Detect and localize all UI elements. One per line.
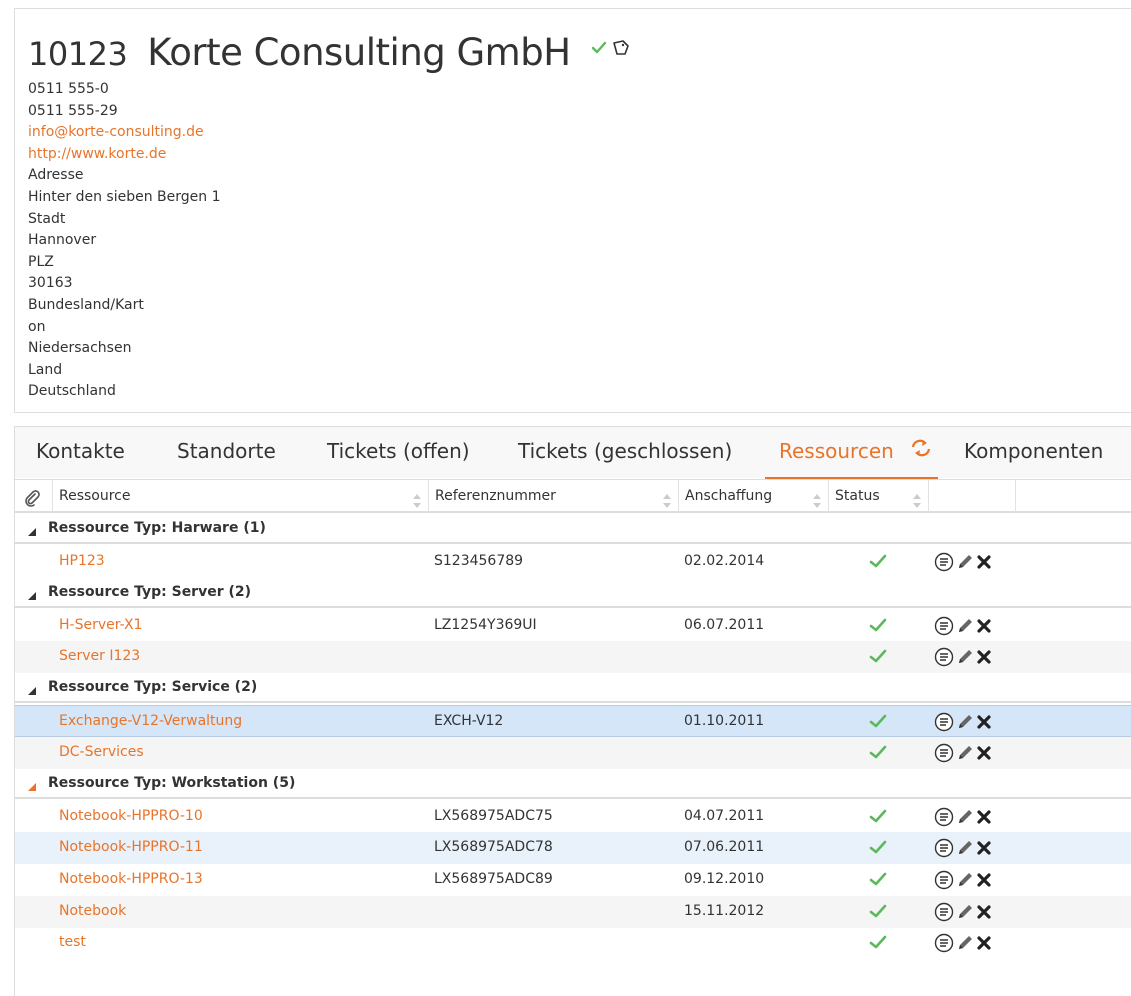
- acquisition-date: 01.10.2011: [684, 713, 765, 730]
- table-row[interactable]: [15, 927, 1131, 959]
- acquisition-date: 02.02.2014: [684, 553, 765, 569]
- status-check-icon: [869, 714, 887, 733]
- resource-link[interactable]: test: [59, 934, 86, 951]
- row-actions: [934, 743, 994, 763]
- details-icon[interactable]: [934, 616, 954, 636]
- contact-line: Land: [28, 361, 63, 378]
- row-actions: [934, 807, 994, 827]
- pencil-icon[interactable]: [956, 808, 974, 826]
- row-actions: [934, 838, 994, 858]
- contact-line: PLZ: [28, 253, 54, 270]
- status-check-icon: [869, 935, 887, 954]
- table-row[interactable]: [15, 641, 1131, 673]
- pencil-icon[interactable]: [956, 617, 974, 635]
- tab-tickets-offen[interactable]: Tickets (offen): [327, 439, 470, 463]
- row-actions: [934, 552, 994, 572]
- delete-icon[interactable]: [976, 904, 992, 920]
- resource-link[interactable]: H-Server-X1: [59, 616, 143, 633]
- resource-link[interactable]: Notebook-HPPRO-10: [59, 807, 203, 824]
- contact-line: Hannover: [28, 232, 97, 249]
- tab-tickets-geschlossen[interactable]: Tickets (geschlossen): [518, 439, 733, 463]
- delete-icon[interactable]: [976, 809, 992, 825]
- reference-number: LX568975ADC75: [434, 807, 553, 824]
- status-check-icon: [869, 649, 887, 668]
- tab-ressourcen[interactable]: [779, 439, 932, 465]
- attachment-column[interactable]: [15, 480, 53, 512]
- group-label: Ressource Typ: Workstation (5): [48, 774, 296, 791]
- resource-link[interactable]: Exchange-V12-Verwaltung: [59, 713, 243, 730]
- delete-icon[interactable]: [976, 618, 992, 634]
- delete-icon[interactable]: [976, 554, 992, 570]
- table-row[interactable]: [15, 801, 1131, 833]
- pencil-icon[interactable]: [956, 839, 974, 857]
- grid-header: [15, 479, 1131, 513]
- reference-number: LZ1254Y369UI: [434, 616, 537, 633]
- delete-icon[interactable]: [976, 935, 992, 951]
- delete-icon[interactable]: [976, 840, 992, 856]
- row-actions: [934, 712, 994, 732]
- column-anschaffung-label: Anschaffung: [685, 488, 773, 504]
- column-actions: [929, 480, 1016, 512]
- resource-link[interactable]: HP123: [59, 553, 105, 569]
- refresh-icon[interactable]: [910, 438, 932, 462]
- resource-link[interactable]: Notebook-HPPRO-13: [59, 870, 203, 887]
- details-icon[interactable]: [934, 838, 954, 858]
- delete-icon[interactable]: [976, 649, 992, 665]
- details-icon[interactable]: [934, 647, 954, 667]
- details-icon[interactable]: [934, 902, 954, 922]
- row-actions: [934, 870, 994, 890]
- group-label: Ressource Typ: Harware (1): [48, 520, 266, 536]
- group-row[interactable]: [15, 769, 1131, 799]
- pencil-icon[interactable]: [956, 648, 974, 666]
- collapse-caret-icon[interactable]: [28, 683, 36, 699]
- contact-line: 0511 555-0: [28, 81, 109, 97]
- table-row[interactable]: [15, 705, 1131, 737]
- column-referenznummer-label: Referenznummer: [435, 488, 556, 504]
- status-check-icon: [869, 554, 887, 573]
- contact-line: 0511 555-29: [28, 102, 118, 119]
- table-row[interactable]: [15, 896, 1131, 928]
- pencil-icon[interactable]: [956, 744, 974, 762]
- collapse-caret-icon[interactable]: [28, 588, 36, 604]
- reference-number: EXCH-V12: [434, 713, 504, 730]
- company-header: [14, 8, 1131, 413]
- row-actions: [934, 902, 994, 922]
- pencil-icon[interactable]: [956, 871, 974, 889]
- collapse-caret-icon[interactable]: [28, 779, 36, 795]
- pencil-icon[interactable]: [956, 553, 974, 571]
- tab-komponenten[interactable]: Komponenten: [964, 439, 1104, 463]
- details-icon[interactable]: [934, 712, 954, 732]
- resource-panel: [14, 426, 1131, 996]
- acquisition-date: 15.11.2012: [684, 902, 765, 919]
- table-row[interactable]: [15, 737, 1131, 769]
- acquisition-date: 04.07.2011: [684, 807, 765, 824]
- contact-link[interactable]: http://www.korte.de: [28, 145, 167, 162]
- acquisition-date: 09.12.2010: [684, 870, 765, 887]
- column-status-label: Status: [835, 488, 880, 504]
- resource-link[interactable]: DC-Services: [59, 743, 144, 760]
- row-actions: [934, 647, 994, 667]
- details-icon[interactable]: [934, 552, 954, 572]
- contact-line: Deutschland: [28, 383, 116, 400]
- acquisition-date: 07.06.2011: [684, 839, 765, 856]
- status-check-icon: [869, 618, 887, 637]
- contact-line: 30163: [28, 275, 73, 292]
- column-status[interactable]: [829, 480, 929, 512]
- resource-link[interactable]: Server I123: [59, 648, 141, 665]
- status-check-icon: [869, 904, 887, 923]
- tab-ressourcen-label: Ressourcen: [779, 439, 894, 463]
- group-label: Ressource Typ: Server (2): [48, 583, 252, 600]
- collapse-caret-icon[interactable]: [28, 524, 36, 540]
- column-referenznummer[interactable]: [429, 480, 679, 512]
- row-actions: [934, 616, 994, 636]
- contact-line: Niedersachsen: [28, 340, 132, 357]
- pencil-icon[interactable]: [956, 713, 974, 731]
- contact-link[interactable]: info@korte-consulting.de: [28, 124, 204, 141]
- contact-line: Bundesland/Kart: [28, 296, 144, 313]
- table-row[interactable]: [15, 546, 1131, 578]
- details-icon[interactable]: [934, 870, 954, 890]
- reference-number: S123456789: [434, 553, 524, 569]
- table-row[interactable]: [15, 610, 1131, 642]
- contact-line: Adresse: [28, 167, 84, 184]
- tab-kontakte[interactable]: Kontakte: [36, 439, 125, 463]
- acquisition-date: 06.07.2011: [684, 616, 765, 633]
- delete-icon[interactable]: [976, 745, 992, 761]
- tab-bar: [15, 427, 1131, 478]
- title-row: [28, 31, 635, 74]
- title-icons: [591, 39, 635, 57]
- group-label: Ressource Typ: Service (2): [48, 679, 258, 696]
- tag-icon[interactable]: [611, 39, 631, 57]
- details-icon[interactable]: [934, 743, 954, 763]
- row-actions: [934, 933, 994, 953]
- group-row[interactable]: [15, 578, 1131, 608]
- company-contact-info: [28, 79, 221, 403]
- table-row[interactable]: [15, 864, 1131, 896]
- delete-icon[interactable]: [976, 714, 992, 730]
- table-row[interactable]: [15, 832, 1131, 864]
- column-ressource[interactable]: [53, 480, 429, 512]
- status-check-icon: [869, 872, 887, 891]
- status-check-icon: [869, 809, 887, 828]
- column-anschaffung[interactable]: [679, 480, 829, 512]
- status-check-icon: [869, 745, 887, 764]
- company-id: 10123: [28, 35, 128, 73]
- tab-standorte[interactable]: Standorte: [177, 439, 276, 463]
- contact-line: Stadt: [28, 210, 66, 227]
- resource-link[interactable]: Notebook-HPPRO-11: [59, 839, 203, 856]
- group-row[interactable]: [15, 514, 1131, 544]
- group-row[interactable]: [15, 673, 1131, 703]
- delete-icon[interactable]: [976, 872, 992, 888]
- contact-line: on: [28, 318, 46, 335]
- status-check-icon: [869, 840, 887, 859]
- pencil-icon[interactable]: [956, 903, 974, 921]
- pencil-icon[interactable]: [956, 934, 974, 952]
- reference-number: LX568975ADC78: [434, 839, 553, 856]
- details-icon[interactable]: [934, 807, 954, 827]
- company-name: Korte Consulting GmbH: [147, 31, 571, 74]
- contact-line: Hinter den sieben Bergen 1: [28, 188, 221, 205]
- check-icon: [591, 41, 607, 55]
- resource-link[interactable]: Notebook: [59, 902, 127, 919]
- reference-number: LX568975ADC89: [434, 870, 553, 887]
- column-ressource-label: Ressource: [59, 488, 131, 504]
- details-icon[interactable]: [934, 933, 954, 953]
